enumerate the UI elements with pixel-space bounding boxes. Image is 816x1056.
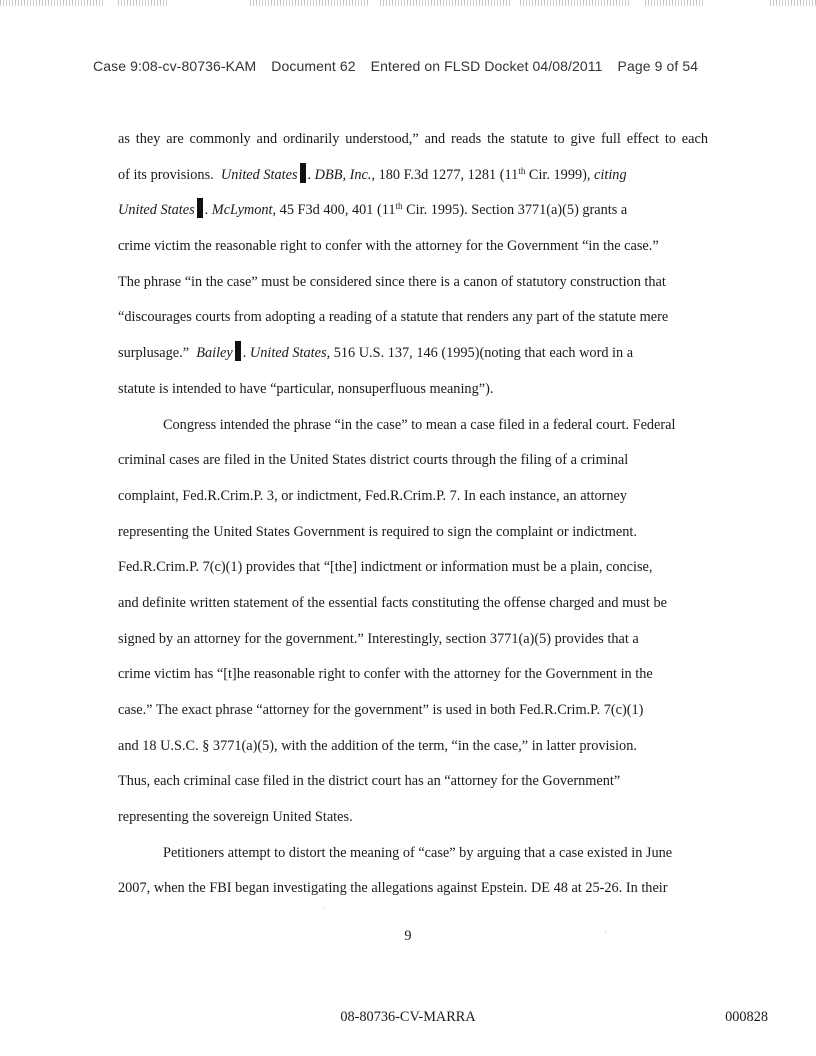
bates-case-label: 08-80736-CV-MARRA — [340, 1009, 476, 1025]
text-line: Fed.R.Crim.P. 7(c)(1) provides that “[the] indictment or information must be a plain, concise, — [118, 559, 653, 576]
redaction-bar — [300, 163, 306, 183]
text-line: representing the United States Government is required to sign the complaint or indictment. — [118, 523, 637, 540]
text-line: Petitioners attempt to distort the meaning of “case” by arguing that a case existed in June — [163, 844, 673, 861]
text-line: representing the sovereign United States. — [118, 809, 353, 826]
text-line: The phrase “in the case” must be considered since there is a canon of statutory construction that — [118, 273, 666, 290]
document-body — [118, 127, 708, 912]
scan-speck — [323, 908, 324, 909]
case-number: Case 9:08-cv-80736-KAM — [93, 58, 257, 74]
text-line: Congress intended the phrase “in the case” to mean a case filed in a federal court. Federal — [163, 416, 676, 433]
text-line: “discourages courts from adopting a reading of a statute that renders any part of the statute mere — [118, 309, 669, 326]
docket-header — [93, 58, 698, 74]
text-line: surplusage.” Bailey . United States, 516 U.S. 137, 146 (1995)(noting that each word in a — [118, 341, 708, 377]
text-line: 2007, when the FBI began investigating the allegations against Epstein. DE 48 at 25-26. In their — [118, 880, 668, 897]
docket-entry-date: Entered on FLSD Docket 04/08/2011 — [370, 58, 603, 74]
text-line: and 18 U.S.C. § 3771(a)(5), with the addition of the term, “in the case,” in latter provision. — [118, 737, 637, 754]
page-count: Page 9 of 54 — [617, 58, 699, 74]
redaction-bar — [235, 341, 241, 361]
text-line: United States . McLymont, 45 F3d 400, 401 (11th Cir. 1995). Section 3771(a)(5) grants a — [118, 198, 708, 234]
text-line: of its provisions. United States . DBB, Inc., 180 F.3d 1277, 1281 (11th Cir. 1999), citing — [118, 163, 708, 199]
text-line: complaint, Fed.R.Crim.P. 3, or indictment, Fed.R.Crim.P. 7. In each instance, an attorney — [118, 487, 628, 504]
text-line: and definite written statement of the essential facts constituting the offense charged and must be — [118, 594, 667, 611]
text-line: statute is intended to have “particular, nonsuperfluous meaning”). — [118, 380, 494, 397]
bates-number: 000828 — [725, 1009, 768, 1025]
text-line: crime victim has “[t]he reasonable right to confer with the attorney for the Government in the — [118, 666, 653, 683]
text-line: crime victim the reasonable right to confer with the attorney for the Government “in the case.” — [118, 238, 659, 255]
redaction-bar — [197, 198, 203, 218]
text-line: signed by an attorney for the government.” Interestingly, section 3771(a)(5) provides that a — [118, 630, 639, 647]
text-line: as they are commonly and ordinarily understood,” and reads the statute to give full effect to each — [118, 131, 708, 147]
text-line: case.” The exact phrase “attorney for the government” is used in both Fed.R.Crim.P. 7(c)(1) — [118, 702, 644, 718]
text-line: criminal cases are filed in the United States district courts through the filing of a criminal — [118, 452, 629, 469]
text-line: Thus, each criminal case filed in the district court has an “attorney for the Government” — [118, 773, 621, 790]
page-number: 9 — [404, 928, 412, 944]
scan-artifact-strip — [0, 0, 816, 12]
document-number: Document 62 — [271, 58, 356, 74]
scan-speck — [605, 932, 606, 933]
